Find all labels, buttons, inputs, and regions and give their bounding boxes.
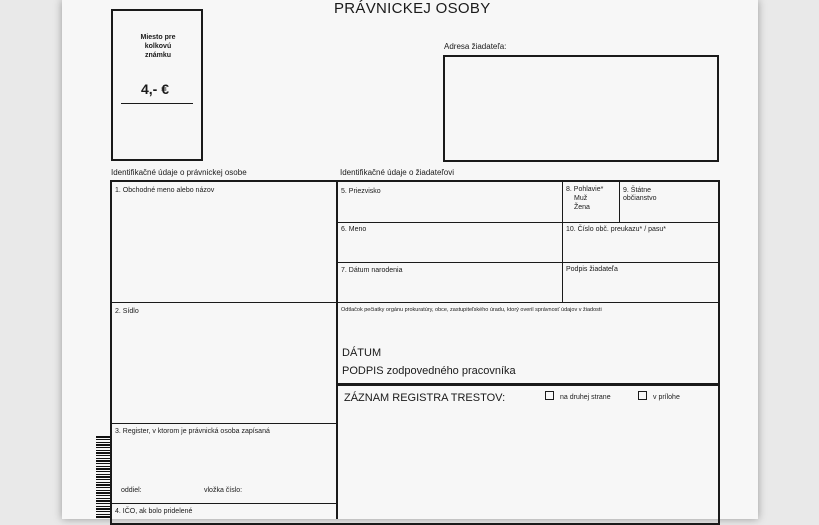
form-page: [62, 0, 758, 519]
form-title: PRÁVNICKEJ OSOBY: [334, 0, 491, 17]
right-inner-divider: [562, 180, 563, 302]
option-attachment-label: v prílohe: [653, 394, 680, 401]
field-first-name: 6. Meno: [341, 226, 367, 233]
sex-citizenship-divider: [619, 180, 620, 222]
checkbox-back[interactable]: [545, 391, 554, 400]
stamp-box: [111, 9, 203, 161]
record-option-back[interactable]: [545, 391, 611, 402]
field-ico: 4. IČO, ak bolo pridelené: [115, 508, 193, 515]
field-id-number: 10. Číslo obč. preukazu* / pasu*: [566, 226, 667, 233]
option-back-label: na druhej strane: [560, 394, 611, 401]
field-citizenship: 9. Štátne občianstvo: [623, 187, 657, 202]
applicant-heading: Identifikačné údaje o žiadateľovi: [340, 168, 454, 177]
verification-note: Odtlačok pečiatky orgánu prokuratúry, obce, zastupiteľského úradu, ktorý overil správnosť údajov v žiadosti: [341, 307, 602, 313]
field-male[interactable]: Muž: [574, 195, 588, 202]
field-surname: 5. Priezvisko: [341, 188, 381, 195]
stamp-underline: [121, 103, 193, 104]
address-field[interactable]: [443, 55, 719, 162]
field-sex: 8. Pohlavie*: [566, 186, 604, 193]
record-top-border: [338, 383, 720, 386]
field-female[interactable]: Žena: [574, 204, 590, 211]
record-option-attachment[interactable]: [638, 391, 680, 402]
checkbox-attachment[interactable]: [638, 391, 647, 400]
field-register: 3. Register, v ktorom je právnická osoba zapísaná: [115, 428, 270, 435]
left-divider-3: [110, 503, 338, 504]
legal-entity-heading: Identifikačné údaje o právnickej osobe: [111, 168, 247, 177]
record-title: ZÁZNAM REGISTRA TRESTOV:: [344, 392, 506, 404]
address-label: Adresa žiadateľa:: [444, 42, 507, 51]
right-divider-3: [338, 302, 720, 303]
verification-signature: PODPIS zodpovedného pracovníka: [342, 365, 516, 377]
field-seat: 2. Sídlo: [115, 308, 139, 315]
field-business-name: 1. Obchodné meno alebo názov: [115, 187, 215, 194]
field-insert-number: vložka číslo:: [204, 487, 243, 494]
right-divider-2: [338, 262, 720, 263]
field-section: oddiel:: [121, 487, 142, 494]
stamp-label: Miesto pre kolkovú známku: [140, 34, 176, 59]
verification-date: DÁTUM: [342, 347, 382, 359]
left-divider-1: [110, 302, 338, 303]
stamp-amount: 4,- €: [141, 81, 170, 97]
field-birth-date: 7. Dátum narodenia: [341, 267, 403, 274]
right-divider-1: [338, 222, 720, 223]
barcode: [96, 436, 110, 519]
field-signature: Podpis žiadateľa: [566, 266, 618, 273]
column-divider: [336, 180, 338, 519]
left-divider-2: [110, 423, 338, 424]
